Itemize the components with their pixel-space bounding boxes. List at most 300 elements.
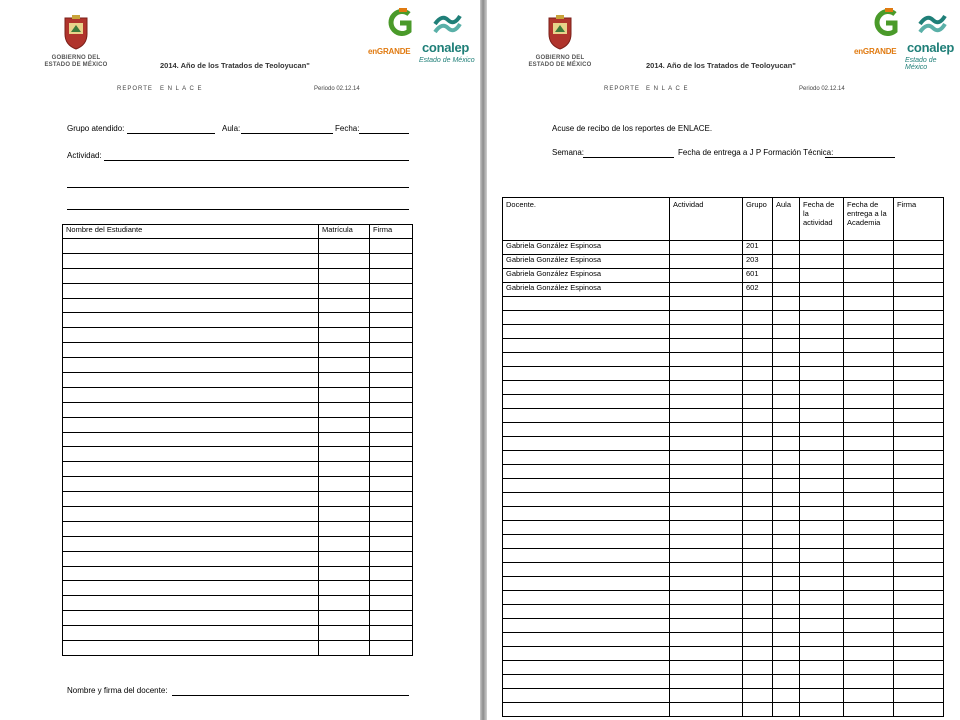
- table-cell[interactable]: [63, 611, 319, 626]
- table-cell[interactable]: [63, 373, 319, 388]
- table-cell[interactable]: [743, 675, 773, 689]
- table-cell[interactable]: [844, 619, 894, 633]
- table-cell[interactable]: [63, 432, 319, 447]
- table-cell[interactable]: [844, 549, 894, 563]
- table-cell[interactable]: [370, 358, 413, 373]
- table-cell[interactable]: [63, 402, 319, 417]
- table-cell[interactable]: [894, 465, 944, 479]
- table-cell[interactable]: [503, 423, 670, 437]
- table-cell[interactable]: [503, 409, 670, 423]
- table-cell[interactable]: [844, 563, 894, 577]
- table-cell[interactable]: [743, 339, 773, 353]
- table-cell[interactable]: [743, 493, 773, 507]
- table-cell[interactable]: [773, 353, 800, 367]
- table-cell[interactable]: [370, 462, 413, 477]
- table-cell[interactable]: [773, 535, 800, 549]
- table-cell[interactable]: [894, 633, 944, 647]
- table-cell[interactable]: [773, 269, 800, 283]
- table-cell[interactable]: [894, 507, 944, 521]
- table-cell[interactable]: [670, 647, 743, 661]
- table-cell[interactable]: [319, 343, 370, 358]
- table-cell[interactable]: [743, 395, 773, 409]
- table-cell[interactable]: [319, 268, 370, 283]
- table-cell[interactable]: [370, 283, 413, 298]
- table-cell[interactable]: [844, 479, 894, 493]
- table-cell[interactable]: [370, 641, 413, 656]
- table-cell[interactable]: [894, 367, 944, 381]
- table-cell[interactable]: [670, 241, 743, 255]
- table-cell[interactable]: [63, 239, 319, 254]
- table-cell[interactable]: [503, 395, 670, 409]
- table-cell[interactable]: [503, 689, 670, 703]
- table-cell[interactable]: [319, 596, 370, 611]
- table-cell[interactable]: [503, 297, 670, 311]
- table-cell[interactable]: [844, 409, 894, 423]
- table-cell[interactable]: [844, 297, 894, 311]
- table-cell[interactable]: [670, 605, 743, 619]
- fecha-entrega-field[interactable]: [825, 157, 895, 158]
- table-cell[interactable]: [743, 409, 773, 423]
- table-cell[interactable]: [319, 477, 370, 492]
- table-cell[interactable]: [319, 492, 370, 507]
- table-cell[interactable]: [63, 283, 319, 298]
- table-cell[interactable]: [773, 381, 800, 395]
- table-cell[interactable]: [743, 535, 773, 549]
- table-cell[interactable]: [63, 462, 319, 477]
- table-cell[interactable]: [773, 507, 800, 521]
- table-cell[interactable]: [319, 328, 370, 343]
- table-cell[interactable]: [63, 596, 319, 611]
- table-cell[interactable]: [503, 437, 670, 451]
- table-cell[interactable]: [370, 313, 413, 328]
- table-cell[interactable]: [743, 325, 773, 339]
- table-cell[interactable]: [670, 493, 743, 507]
- table-cell[interactable]: [800, 269, 844, 283]
- table-cell[interactable]: [743, 619, 773, 633]
- table-cell[interactable]: [743, 367, 773, 381]
- table-cell[interactable]: [670, 675, 743, 689]
- table-cell[interactable]: [800, 647, 844, 661]
- table-cell[interactable]: [63, 447, 319, 462]
- table-cell[interactable]: [503, 507, 670, 521]
- table-cell[interactable]: [894, 647, 944, 661]
- table-cell[interactable]: [894, 479, 944, 493]
- table-cell[interactable]: [370, 626, 413, 641]
- table-cell[interactable]: [370, 343, 413, 358]
- table-cell[interactable]: [894, 619, 944, 633]
- table-cell[interactable]: [319, 462, 370, 477]
- table-cell[interactable]: [844, 241, 894, 255]
- table-cell[interactable]: [743, 605, 773, 619]
- table-cell[interactable]: [800, 395, 844, 409]
- table-cell[interactable]: [63, 387, 319, 402]
- table-cell[interactable]: [800, 535, 844, 549]
- table-cell[interactable]: [743, 465, 773, 479]
- table-cell[interactable]: [63, 566, 319, 581]
- table-cell[interactable]: [63, 298, 319, 313]
- table-cell[interactable]: [800, 437, 844, 451]
- table-cell[interactable]: [370, 328, 413, 343]
- table-cell[interactable]: [844, 507, 894, 521]
- table-cell[interactable]: [63, 328, 319, 343]
- table-cell[interactable]: [844, 255, 894, 269]
- table-cell[interactable]: [773, 661, 800, 675]
- table-cell[interactable]: [894, 549, 944, 563]
- table-cell[interactable]: [844, 437, 894, 451]
- table-cell[interactable]: [743, 423, 773, 437]
- table-cell[interactable]: [670, 451, 743, 465]
- table-cell[interactable]: [844, 493, 894, 507]
- table-cell[interactable]: [800, 409, 844, 423]
- table-cell[interactable]: [773, 633, 800, 647]
- table-cell[interactable]: [319, 536, 370, 551]
- table-cell[interactable]: [319, 402, 370, 417]
- table-cell[interactable]: [844, 283, 894, 297]
- table-cell[interactable]: [800, 507, 844, 521]
- table-cell[interactable]: [370, 581, 413, 596]
- table-cell[interactable]: [63, 626, 319, 641]
- table-cell[interactable]: [800, 661, 844, 675]
- table-cell[interactable]: [773, 577, 800, 591]
- table-cell[interactable]: [844, 269, 894, 283]
- table-cell[interactable]: Gabriela González Espinosa: [503, 241, 670, 255]
- table-cell[interactable]: [503, 521, 670, 535]
- table-cell[interactable]: [670, 297, 743, 311]
- table-cell[interactable]: [503, 381, 670, 395]
- actividad-field[interactable]: [104, 160, 409, 161]
- table-cell[interactable]: [773, 437, 800, 451]
- fecha-field[interactable]: [359, 133, 409, 134]
- table-cell[interactable]: [670, 311, 743, 325]
- table-cell[interactable]: [773, 479, 800, 493]
- table-cell[interactable]: [800, 549, 844, 563]
- table-cell[interactable]: [743, 451, 773, 465]
- table-cell[interactable]: [800, 339, 844, 353]
- table-cell[interactable]: [743, 661, 773, 675]
- table-cell[interactable]: [370, 536, 413, 551]
- table-cell[interactable]: [503, 563, 670, 577]
- table-cell[interactable]: [894, 255, 944, 269]
- table-cell[interactable]: [319, 417, 370, 432]
- table-cell[interactable]: [670, 535, 743, 549]
- table-cell[interactable]: [844, 689, 894, 703]
- table-cell[interactable]: [894, 605, 944, 619]
- table-cell[interactable]: [844, 381, 894, 395]
- table-cell[interactable]: [844, 451, 894, 465]
- aula-field[interactable]: [241, 133, 333, 134]
- table-cell[interactable]: [670, 423, 743, 437]
- table-cell[interactable]: [800, 451, 844, 465]
- table-cell[interactable]: [844, 521, 894, 535]
- table-cell[interactable]: [63, 253, 319, 268]
- table-cell[interactable]: [773, 339, 800, 353]
- table-cell[interactable]: [319, 358, 370, 373]
- table-cell[interactable]: [370, 611, 413, 626]
- table-cell[interactable]: [773, 283, 800, 297]
- table-cell[interactable]: [844, 423, 894, 437]
- table-cell[interactable]: [844, 325, 894, 339]
- table-cell[interactable]: [844, 661, 894, 675]
- table-cell[interactable]: [800, 353, 844, 367]
- table-cell[interactable]: [894, 311, 944, 325]
- table-cell[interactable]: [503, 661, 670, 675]
- table-cell[interactable]: [743, 689, 773, 703]
- table-cell[interactable]: [503, 353, 670, 367]
- table-cell[interactable]: 203: [743, 255, 773, 269]
- actividad-line-3[interactable]: [67, 209, 409, 210]
- table-cell[interactable]: [503, 311, 670, 325]
- table-cell[interactable]: [319, 551, 370, 566]
- table-cell[interactable]: [503, 703, 670, 717]
- table-cell[interactable]: [743, 381, 773, 395]
- table-cell[interactable]: [319, 373, 370, 388]
- table-cell[interactable]: [844, 591, 894, 605]
- table-cell[interactable]: [503, 647, 670, 661]
- table-cell[interactable]: [894, 339, 944, 353]
- table-cell[interactable]: [894, 241, 944, 255]
- table-cell[interactable]: [800, 577, 844, 591]
- table-cell[interactable]: [800, 311, 844, 325]
- table-cell[interactable]: [670, 577, 743, 591]
- table-cell[interactable]: [773, 241, 800, 255]
- table-cell[interactable]: [894, 535, 944, 549]
- table-cell[interactable]: [894, 423, 944, 437]
- table-cell[interactable]: [670, 633, 743, 647]
- table-cell[interactable]: [319, 283, 370, 298]
- table-cell[interactable]: [800, 633, 844, 647]
- table-cell[interactable]: [63, 417, 319, 432]
- table-cell[interactable]: [670, 367, 743, 381]
- table-cell[interactable]: [319, 313, 370, 328]
- table-cell[interactable]: [670, 549, 743, 563]
- table-cell[interactable]: [894, 297, 944, 311]
- table-cell[interactable]: 201: [743, 241, 773, 255]
- table-cell[interactable]: [319, 507, 370, 522]
- table-cell[interactable]: [63, 268, 319, 283]
- table-cell[interactable]: [370, 596, 413, 611]
- table-cell[interactable]: [800, 241, 844, 255]
- table-cell[interactable]: [670, 283, 743, 297]
- table-cell[interactable]: [503, 577, 670, 591]
- table-cell[interactable]: [894, 521, 944, 535]
- table-cell[interactable]: [370, 477, 413, 492]
- table-cell[interactable]: [370, 373, 413, 388]
- table-cell[interactable]: [894, 269, 944, 283]
- table-cell[interactable]: [894, 689, 944, 703]
- table-cell[interactable]: [370, 507, 413, 522]
- table-cell[interactable]: [319, 387, 370, 402]
- table-cell[interactable]: [773, 675, 800, 689]
- table-cell[interactable]: [670, 395, 743, 409]
- table-cell[interactable]: 602: [743, 283, 773, 297]
- table-cell[interactable]: [670, 255, 743, 269]
- table-cell[interactable]: [670, 591, 743, 605]
- table-cell[interactable]: [503, 367, 670, 381]
- table-cell[interactable]: [773, 591, 800, 605]
- table-cell[interactable]: [844, 647, 894, 661]
- table-cell[interactable]: [319, 611, 370, 626]
- table-cell[interactable]: [773, 409, 800, 423]
- table-cell[interactable]: [63, 507, 319, 522]
- table-cell[interactable]: [319, 432, 370, 447]
- table-cell[interactable]: [670, 479, 743, 493]
- table-cell[interactable]: [800, 675, 844, 689]
- table-cell[interactable]: [894, 381, 944, 395]
- table-cell[interactable]: [773, 255, 800, 269]
- table-cell[interactable]: [503, 549, 670, 563]
- table-cell[interactable]: [670, 339, 743, 353]
- table-cell[interactable]: [844, 675, 894, 689]
- table-cell[interactable]: [503, 591, 670, 605]
- table-cell[interactable]: [670, 689, 743, 703]
- table-cell[interactable]: [800, 493, 844, 507]
- table-cell[interactable]: [670, 381, 743, 395]
- table-cell[interactable]: [743, 703, 773, 717]
- table-cell[interactable]: [773, 325, 800, 339]
- table-cell[interactable]: [370, 447, 413, 462]
- table-cell[interactable]: [800, 325, 844, 339]
- table-cell[interactable]: [800, 255, 844, 269]
- table-cell[interactable]: [800, 521, 844, 535]
- table-cell[interactable]: [743, 591, 773, 605]
- table-cell[interactable]: [370, 492, 413, 507]
- table-cell[interactable]: [894, 409, 944, 423]
- actividad-line-2[interactable]: [67, 187, 409, 188]
- table-cell[interactable]: [670, 619, 743, 633]
- table-cell[interactable]: [503, 479, 670, 493]
- table-cell[interactable]: [370, 253, 413, 268]
- semana-field[interactable]: [583, 157, 674, 158]
- table-cell[interactable]: [63, 477, 319, 492]
- table-cell[interactable]: 601: [743, 269, 773, 283]
- table-cell[interactable]: [63, 521, 319, 536]
- table-cell[interactable]: [319, 239, 370, 254]
- table-cell[interactable]: [503, 675, 670, 689]
- table-cell[interactable]: [670, 409, 743, 423]
- table-cell[interactable]: [63, 343, 319, 358]
- table-cell[interactable]: [370, 387, 413, 402]
- table-cell[interactable]: [773, 451, 800, 465]
- table-cell[interactable]: [670, 325, 743, 339]
- table-cell[interactable]: [894, 493, 944, 507]
- table-cell[interactable]: [844, 395, 894, 409]
- table-cell[interactable]: [773, 297, 800, 311]
- table-cell[interactable]: [670, 269, 743, 283]
- table-cell[interactable]: [503, 535, 670, 549]
- table-cell[interactable]: [844, 577, 894, 591]
- table-cell[interactable]: [773, 549, 800, 563]
- table-cell[interactable]: [63, 581, 319, 596]
- table-cell[interactable]: [503, 493, 670, 507]
- table-cell[interactable]: [670, 661, 743, 675]
- table-cell[interactable]: [800, 605, 844, 619]
- docente-signature-field[interactable]: [172, 695, 409, 696]
- table-cell[interactable]: [844, 633, 894, 647]
- table-cell[interactable]: [370, 268, 413, 283]
- table-cell[interactable]: [743, 647, 773, 661]
- table-cell[interactable]: [670, 437, 743, 451]
- table-cell[interactable]: [319, 521, 370, 536]
- table-cell[interactable]: [503, 465, 670, 479]
- table-cell[interactable]: [773, 619, 800, 633]
- table-cell[interactable]: [319, 626, 370, 641]
- table-cell[interactable]: [773, 563, 800, 577]
- table-cell[interactable]: [743, 479, 773, 493]
- table-cell[interactable]: [370, 298, 413, 313]
- table-cell[interactable]: [800, 283, 844, 297]
- table-cell[interactable]: [773, 493, 800, 507]
- table-cell[interactable]: [800, 479, 844, 493]
- table-cell[interactable]: [894, 577, 944, 591]
- table-cell[interactable]: [773, 311, 800, 325]
- table-cell[interactable]: [63, 492, 319, 507]
- table-cell[interactable]: [370, 432, 413, 447]
- table-cell[interactable]: [844, 353, 894, 367]
- table-cell[interactable]: [63, 641, 319, 656]
- table-cell[interactable]: [773, 367, 800, 381]
- table-cell[interactable]: [743, 507, 773, 521]
- table-cell[interactable]: [844, 339, 894, 353]
- table-cell[interactable]: [319, 447, 370, 462]
- table-cell[interactable]: [503, 619, 670, 633]
- table-cell[interactable]: [743, 521, 773, 535]
- table-cell[interactable]: [800, 689, 844, 703]
- table-cell[interactable]: [773, 423, 800, 437]
- table-cell[interactable]: [894, 283, 944, 297]
- table-cell[interactable]: [743, 633, 773, 647]
- table-cell[interactable]: [63, 358, 319, 373]
- table-cell[interactable]: [844, 367, 894, 381]
- table-cell[interactable]: [370, 417, 413, 432]
- table-cell[interactable]: [800, 423, 844, 437]
- table-cell[interactable]: [370, 239, 413, 254]
- table-cell[interactable]: [503, 633, 670, 647]
- table-cell[interactable]: [800, 465, 844, 479]
- table-cell[interactable]: [894, 675, 944, 689]
- table-cell[interactable]: [844, 311, 894, 325]
- table-cell[interactable]: [743, 563, 773, 577]
- table-cell[interactable]: [370, 402, 413, 417]
- table-cell[interactable]: [894, 661, 944, 675]
- table-cell[interactable]: [670, 521, 743, 535]
- table-cell[interactable]: [894, 563, 944, 577]
- table-cell[interactable]: [63, 536, 319, 551]
- table-cell[interactable]: [894, 353, 944, 367]
- table-cell[interactable]: [894, 703, 944, 717]
- table-cell[interactable]: [743, 437, 773, 451]
- table-cell[interactable]: [894, 395, 944, 409]
- table-cell[interactable]: [670, 507, 743, 521]
- table-cell[interactable]: [503, 339, 670, 353]
- table-cell[interactable]: [844, 703, 894, 717]
- table-cell[interactable]: [743, 311, 773, 325]
- table-cell[interactable]: [319, 566, 370, 581]
- grupo-field[interactable]: [127, 133, 215, 134]
- table-cell[interactable]: [743, 353, 773, 367]
- table-cell[interactable]: [63, 313, 319, 328]
- table-cell[interactable]: [773, 647, 800, 661]
- table-cell[interactable]: [370, 551, 413, 566]
- table-cell[interactable]: [800, 297, 844, 311]
- table-cell[interactable]: [743, 577, 773, 591]
- table-cell[interactable]: [800, 619, 844, 633]
- table-cell[interactable]: [800, 591, 844, 605]
- table-cell[interactable]: [773, 395, 800, 409]
- table-cell[interactable]: [800, 367, 844, 381]
- table-cell[interactable]: [670, 353, 743, 367]
- table-cell[interactable]: [319, 253, 370, 268]
- table-cell[interactable]: [773, 689, 800, 703]
